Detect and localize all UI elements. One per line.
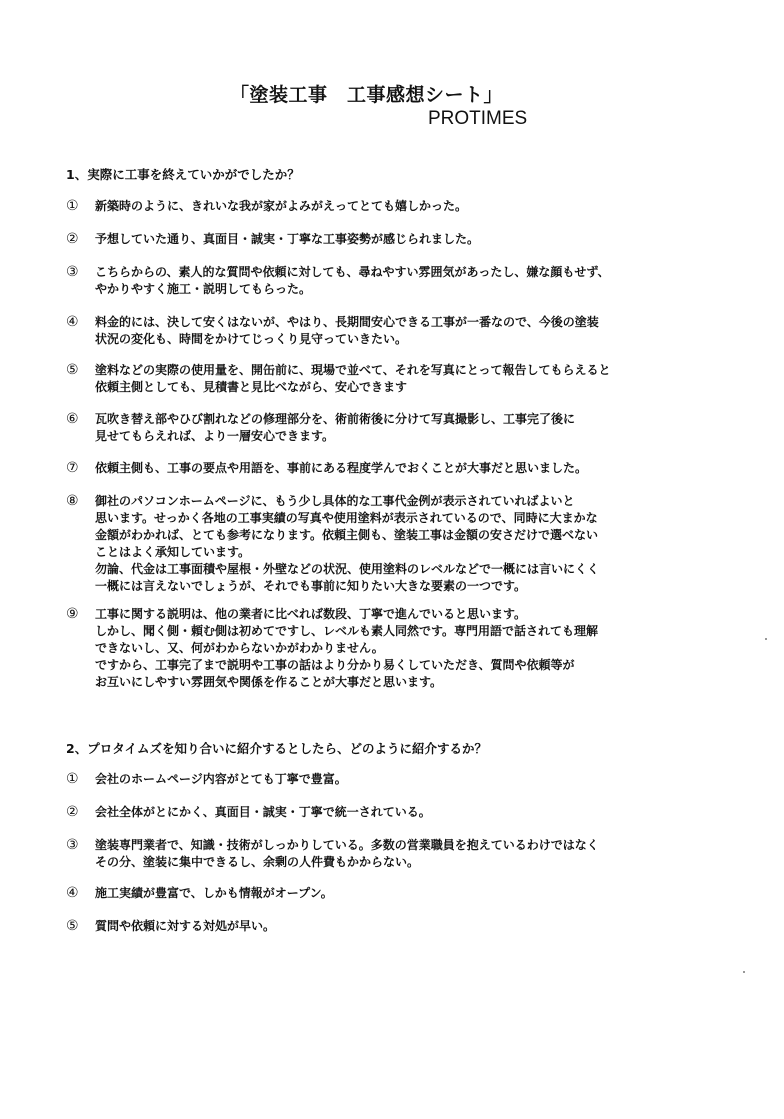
answer-line: 会社全体がとにかく、真面目・誠実・丁寧で統一されている。 <box>95 805 431 819</box>
answer-line: 金額がわかれば、とても参考になります。依頼主側も、塗装工事は金額の安さだけで選べない <box>95 528 599 542</box>
answer-line: 依頼主側も、工事の要点や用語を、事前にある程度学んでおくことが大事だと思いました。 <box>95 461 588 475</box>
answer-item <box>66 837 706 871</box>
item-number: ③ <box>66 264 79 280</box>
answer-line: 状況の変化も、時間をかけてじっくり見守っていきたい。 <box>95 332 408 346</box>
answer-line: こちらからの、素人的な質問や依頼に対しても、尋ねやすい雰囲気があったし、嫌な顔もせず、 <box>95 265 610 279</box>
item-number: ② <box>66 804 79 820</box>
answer-line: 塗料などの実際の使用量を、開缶前に、現場で並べて、それを写真にとって報告してもらえると <box>95 363 611 377</box>
answer-line: お互いにしやすい雰囲気や関係を作ることが大事だと思います。 <box>95 675 443 689</box>
answer-item <box>66 918 706 935</box>
scan-speck <box>765 638 767 640</box>
answer-item <box>66 314 706 348</box>
item-number: ⑥ <box>66 411 79 427</box>
item-number: ⑦ <box>66 460 79 476</box>
answer-line: ですから、工事完了まで説明や工事の話はより分かり易くしていただき、質問や依頼等が <box>95 658 575 672</box>
answer-line: 新築時のように、きれいな我が家がよみがえってとても嬉しかった。 <box>95 199 468 213</box>
answer-line: 塗装専門業者で、知識・技術がしっかりしている。多数の営業職員を抱えているわけではなく <box>95 838 599 852</box>
answer-item <box>66 231 706 248</box>
section-2-heading: 2、プロタイムズを知り合いに紹介するとしたら、どのように紹介するか？ <box>66 741 487 756</box>
answer-item <box>66 362 706 396</box>
item-number: ④ <box>66 885 79 901</box>
answer-line: 料金的には、決して安くはないが、やはり、長期間安心できる工事が一番なので、今後の塗装 <box>95 315 599 329</box>
answer-item <box>66 493 706 595</box>
answer-line: 思います。せっかく各地の工事実績の写真や使用塗料が表示されているので、同時に大まかな <box>95 511 598 525</box>
answer-line: やかりやすく施工・説明してもらった。 <box>95 282 312 296</box>
answer-item <box>66 411 706 445</box>
answer-line: しかし、聞く側・頼む側は初めてですし、レベルも素人同然です。専門用語で話されても理解 <box>95 624 599 638</box>
page-title: 「塗装工事 工事感想シート」 <box>230 84 504 106</box>
answer-line: できないし、又、何がわからないかがわかりません。 <box>95 641 384 655</box>
answer-line: 勿論、代金は工事面積や屋根・外壁などの状況、使用塗料のレベルなどで一概には言いにくく <box>95 562 600 576</box>
answer-line: ことはよく承知しています。 <box>95 545 251 559</box>
answer-item <box>66 885 706 902</box>
item-number: ① <box>66 771 79 787</box>
answer-item <box>66 771 706 788</box>
item-number: ② <box>66 231 79 247</box>
item-number: ⑧ <box>66 493 79 509</box>
answer-item <box>66 804 706 821</box>
answer-line: 質問や依頼に対する対処が早い。 <box>95 919 276 933</box>
answer-item <box>66 264 706 298</box>
answer-item <box>66 198 706 215</box>
answer-line: 一概には言えないでしょうが、それでも事前に知りたい大きな要素の一つです。 <box>95 579 527 593</box>
answer-item <box>66 460 706 477</box>
answer-line: 会社のホームページ内容がとても丁寧で豊富。 <box>95 772 347 786</box>
answer-item <box>66 606 706 691</box>
item-number: ⑨ <box>66 606 79 622</box>
answer-line: 工事に関する説明は、他の業者に比べれば数段、丁寧で進んでいると思います。 <box>95 607 527 621</box>
section-1-heading: 1、実際に工事を終えていかがでしたか？ <box>66 167 300 182</box>
scan-speck <box>743 971 745 973</box>
item-number: ④ <box>66 314 79 330</box>
item-number: ⑤ <box>66 362 79 378</box>
answer-line: 施工実績が豊富で、しかも情報がオープン。 <box>95 886 333 900</box>
item-number: ① <box>66 198 79 214</box>
answer-line: 御社のパソコンホームページに、もう少し具体的な工事代金例が表示されていればよいと <box>95 494 575 508</box>
answer-line: 瓦吹き替え部やひび割れなどの修理部分を、術前術後に分けて写真撮影し、工事完了後に <box>95 412 576 426</box>
item-number: ③ <box>66 837 79 853</box>
answer-line: 依頼主側としても、見積書と見比べながら、安心できます <box>95 380 408 394</box>
answer-line: その分、塗装に集中できるし、余剰の人件費もかからない。 <box>95 855 420 869</box>
item-number: ⑤ <box>66 918 79 934</box>
answer-line: 見せてもらえれば、より一層安心できます。 <box>95 429 335 443</box>
answer-line: 予想していた通り、真面目・誠実・丁寧な工事姿勢が感じられました。 <box>95 232 480 246</box>
page-subtitle: PROTIMES <box>428 108 528 129</box>
